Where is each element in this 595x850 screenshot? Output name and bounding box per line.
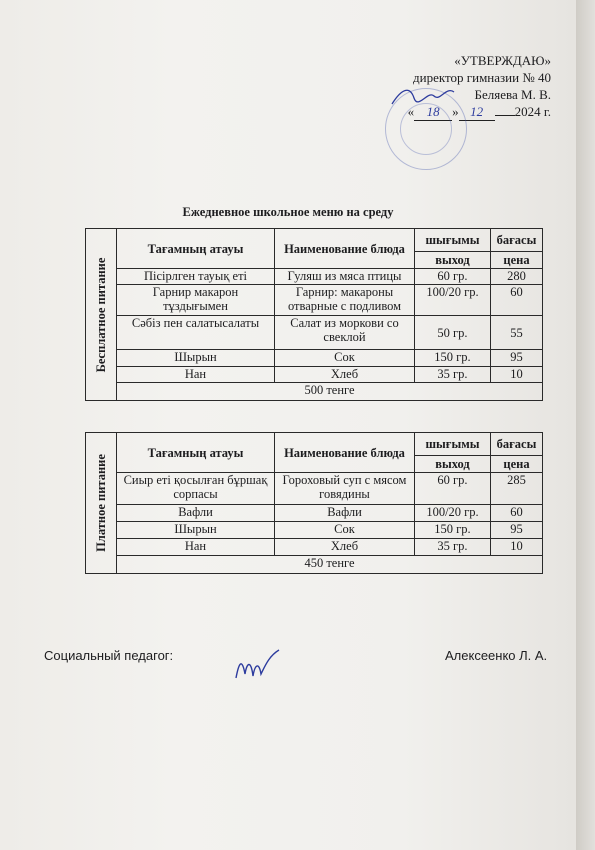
page-title: Ежедневное школьное меню на среду	[182, 205, 394, 219]
table-row: Сиыр еті қосылған бұршақ сорпасы Гороховый суп с мясом говядины 60 гр. 285	[86, 473, 543, 505]
director-signature	[388, 80, 458, 110]
header-output-kz: шығымы	[415, 229, 491, 252]
table-row: Нан Хлеб 35 гр. 10	[86, 539, 543, 556]
footer-role: Социальный педагог:	[44, 648, 174, 663]
table-row: Пісірлген тауық еті Гуляш из мяса птицы 60 гр. 280	[86, 269, 543, 285]
desk-edge	[576, 0, 595, 850]
approval-date: « 18 » 12 2024 г.	[407, 104, 551, 119]
header-name-ru: Наименование блюда	[275, 433, 415, 473]
table-row: Гарнир макарон тұздығымен Гарнир: макароны отварные с подливом 100/20 гр. 60	[86, 285, 543, 316]
footer-person: Алексеенко Л. А.	[445, 648, 548, 663]
table-row: Вафли Вафли 100/20 гр. 60	[86, 505, 543, 522]
header-price-ru: цена	[491, 252, 543, 269]
paid-total: 450 тенге	[117, 556, 543, 574]
table-row: Шырын Сок 150 гр. 95	[86, 522, 543, 539]
approval-name: Беляева М. В.	[474, 87, 551, 102]
free-menu-table	[85, 228, 543, 401]
paid-meals-label: Платное питание	[86, 433, 117, 574]
header-name-ru: Наименование блюда	[275, 229, 415, 269]
free-total: 500 тенге	[117, 383, 543, 401]
header-output-ru: выход	[415, 456, 491, 473]
approval-heading: «УТВЕРЖДАЮ»	[454, 53, 551, 68]
header-name-kz: Тағамның атауы	[117, 433, 275, 473]
header-price-kz: бағасы	[491, 433, 543, 456]
paid-menu-table	[85, 432, 543, 574]
header-price-kz: бағасы	[491, 229, 543, 252]
pedagogue-signature	[233, 648, 283, 686]
header-output-ru: выход	[415, 252, 491, 269]
table-row: Нан Хлеб 35 гр. 10	[86, 367, 543, 383]
approval-position: директор гимназии № 40	[413, 70, 551, 85]
header-price-ru: цена	[491, 456, 543, 473]
free-meals-label: Бесплатное питание	[86, 229, 117, 401]
table-row: Шырын Сок 150 гр. 95	[86, 350, 543, 367]
table-row: Сәбіз пен салатысалаты Салат из моркови со свеклой 50 гр. 55	[86, 316, 543, 350]
header-output-kz: шығымы	[415, 433, 491, 456]
header-name-kz: Тағамның атауы	[117, 229, 275, 269]
